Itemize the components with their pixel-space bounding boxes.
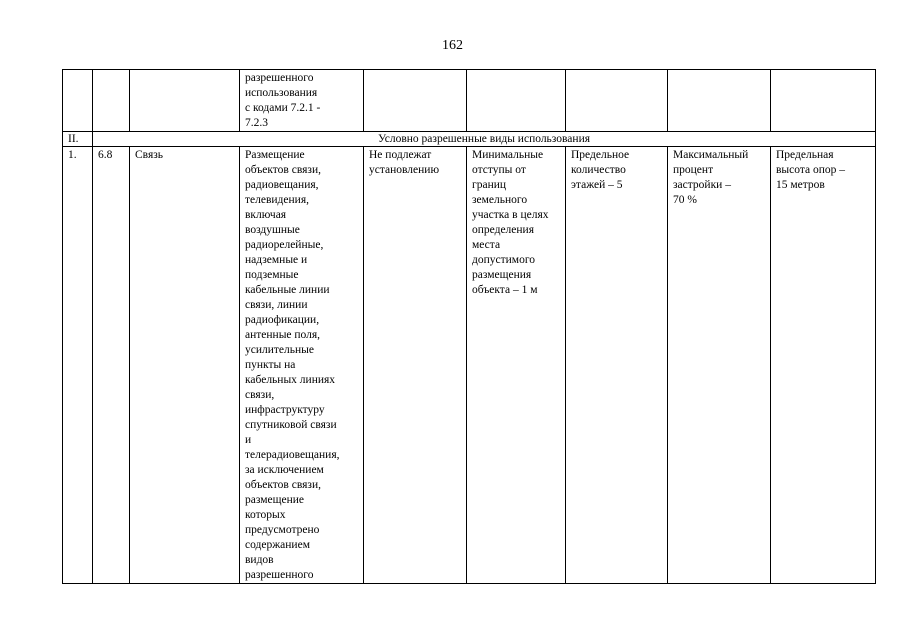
- table-row-continuation: [63, 70, 876, 132]
- row-number: 1.: [63, 147, 93, 584]
- table-cell: [668, 70, 771, 132]
- section-number: II.: [63, 132, 93, 147]
- row-plot-area: Не подлежат установлению: [364, 147, 467, 584]
- row-coverage: Максимальный процент застройки – 70 %: [668, 147, 771, 584]
- table-cell: [364, 70, 467, 132]
- table-cell-use-continuation: разрешенного использования с кодами 7.2.1 - 7.2.3: [240, 70, 364, 132]
- row-use-description: Размещение объектов связи, радиовещания, телевидения, включая воздушные радиорелейные, надземные и подземные кабельные линии связи, линии радиофикации, антенные поля, усилительные пункты на кабельных линиях связи, инфраструктуру спутниковой связи и телерадиовещания, за исключением объектов связи, размещение которых предусмотрено содержанием видов разрешенного: [240, 147, 364, 584]
- table-cell: [771, 70, 876, 132]
- row-height: Предельная высота опор – 15 метров: [771, 147, 876, 584]
- table-cell: [566, 70, 668, 132]
- row-setbacks: Минимальные отступы от границ земельного участка в целях определения места допустимого размещения объекта – 1 м: [467, 147, 566, 584]
- section-title: Условно разрешенные виды использования: [93, 132, 876, 147]
- row-use-name: Связь: [130, 147, 240, 584]
- table-cell: [93, 70, 130, 132]
- table-row-section: [63, 132, 876, 147]
- row-floors: Предельное количество этажей – 5: [566, 147, 668, 584]
- table-cell: [63, 70, 93, 132]
- table-cell: [467, 70, 566, 132]
- row-code: 6.8: [93, 147, 130, 584]
- page-number: 162: [442, 38, 463, 53]
- zoning-table: [62, 69, 876, 584]
- table-row: [63, 147, 876, 584]
- table-cell: [130, 70, 240, 132]
